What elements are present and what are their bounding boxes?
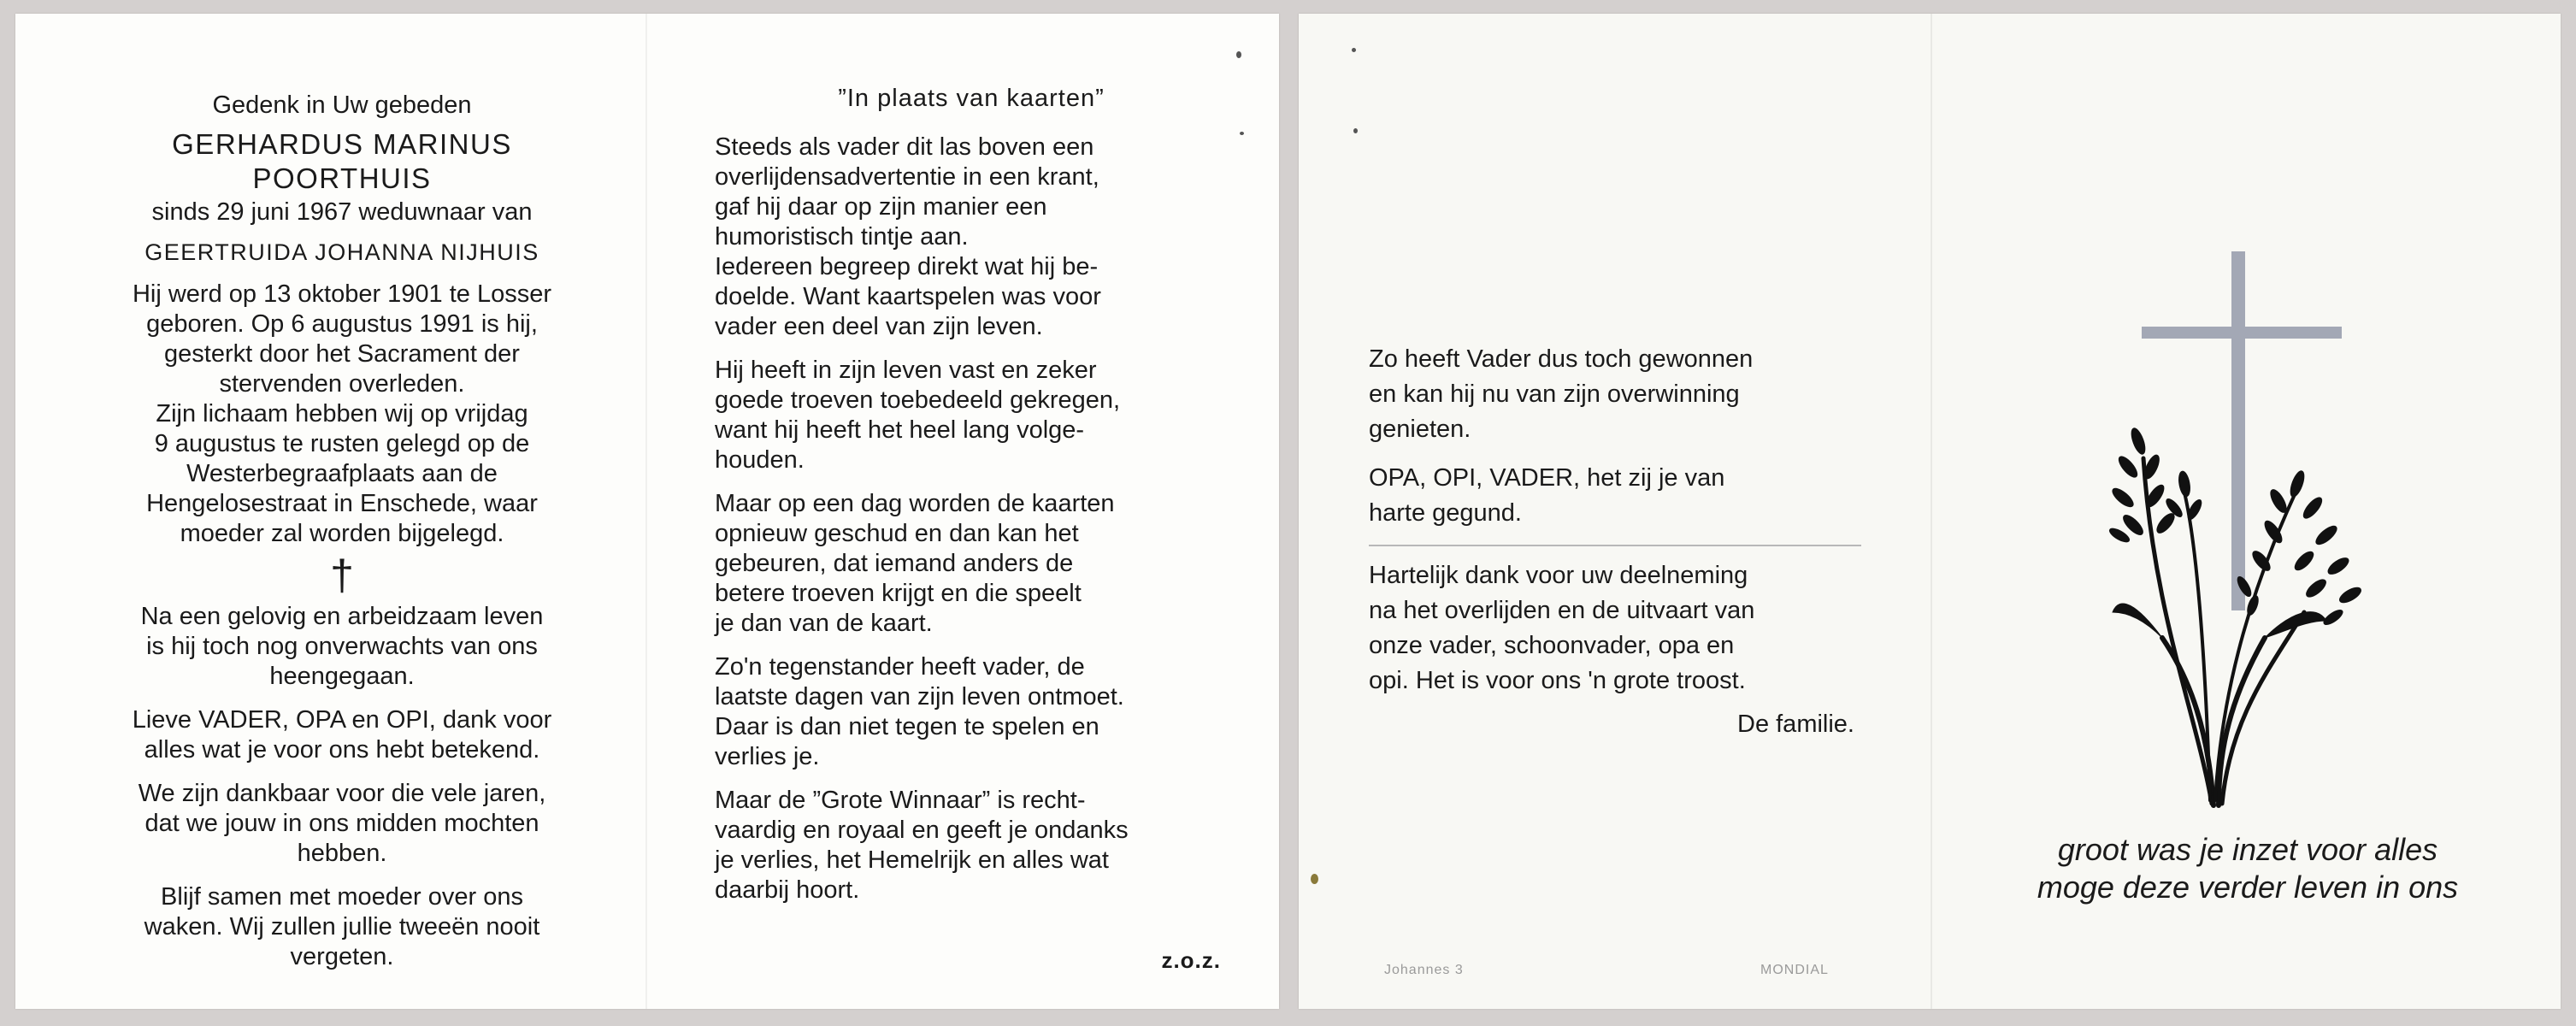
letter-line: doelde. Want kaartspelen was voor	[715, 283, 1101, 310]
thanks-line: en kan hij nu van zijn overwinning	[1369, 380, 1740, 408]
bio-line: stervenden overleden.	[219, 370, 465, 398]
closing-line: is hij toch nog onverwachts van ons	[146, 633, 538, 660]
letter-line: Maar de ”Grote Winnaar” is recht-	[715, 787, 1086, 814]
card-inside-spread	[15, 14, 1279, 1009]
closing-paragraph	[77, 705, 607, 765]
letter-line: Iedereen begreep direkt wat hij be-	[715, 253, 1099, 280]
letter-line: goede troeven toebedeeld gekregen,	[715, 386, 1121, 414]
paper-speck	[1353, 128, 1358, 133]
closing-line: Na een gelovig en arbeidzaam leven	[140, 603, 544, 630]
bio-line: Westerbegraafplaats aan de	[186, 460, 498, 487]
letter-line: gaf hij daar op zijn manier een	[715, 193, 1047, 221]
card-outside-spread	[1299, 14, 2561, 1009]
thanks-line: na het overlijden en de uitvaart van	[1369, 597, 1755, 624]
letter-line: betere troeven krijgt en die speelt	[715, 580, 1082, 607]
memorial-text	[77, 91, 607, 986]
letter-line: verlies je.	[715, 743, 820, 770]
thanks-line: genieten.	[1369, 416, 1471, 443]
printer-brand: MONDIAL	[1760, 963, 1829, 977]
widower-line: sinds 29 juni 1967 weduwnaar van	[151, 198, 533, 226]
bio-line: moeder zal worden bijgelegd.	[180, 520, 504, 547]
closing-line: We zijn dankbaar voor die vele jaren,	[138, 780, 546, 807]
bio-line: gesterkt door het Sacrament der	[164, 340, 520, 368]
thanks-line: OPA, OPI, VADER, het zij je van	[1369, 464, 1725, 492]
cross-icon: †	[330, 551, 354, 599]
letter-line: houden.	[715, 446, 805, 474]
bio-line: Hij werd op 13 oktober 1901 te Losser	[132, 280, 552, 308]
deceased-name-line1: GERHARDUS MARINUS	[172, 128, 512, 160]
closing-line: vergeten.	[290, 943, 394, 970]
thanks-paragraph	[1369, 342, 1861, 447]
letter-line: gebeuren, dat iemand anders de	[715, 550, 1074, 577]
paper-speck	[1240, 132, 1244, 135]
closing-line: heengegaan.	[269, 663, 415, 690]
thanks-page	[1299, 14, 1930, 1009]
family-signature: De familie.	[1737, 711, 1854, 738]
letter-line: overlijdensadvertentie in een krant,	[715, 163, 1099, 191]
thanks-line: Zo heeft Vader dus toch gewonnen	[1369, 345, 1754, 373]
cross-with-flowers-icon	[2102, 236, 2376, 817]
letter-line: opnieuw geschud en dan kan het	[715, 520, 1079, 547]
closing-paragraph	[77, 882, 607, 972]
memorial-page	[15, 14, 646, 1009]
letter-paragraph	[715, 133, 1228, 342]
turn-over-note: z.o.z.	[1161, 947, 1221, 973]
poem-line: moge deze verder leven in ons	[2037, 870, 2459, 905]
closing-paragraph	[77, 602, 607, 692]
letter-line: Hij heeft in zijn leven vast en zeker	[715, 357, 1097, 384]
letter-line: laatste dagen van zijn leven ontmoet.	[715, 683, 1124, 711]
thanks-paragraph	[1369, 558, 1861, 699]
letter-line: Steeds als vader dit las boven een	[715, 133, 1094, 161]
closing-line: Lieve VADER, OPA en OPI, dank voor	[132, 706, 552, 734]
letter-line: vader een deel van zijn leven.	[715, 313, 1043, 340]
letter-page	[646, 14, 1279, 1009]
cover-poem	[1931, 831, 2564, 906]
letter-paragraph	[715, 356, 1228, 475]
thanks-text	[1369, 342, 1861, 742]
bio-line: Hengelosestraat in Enschede, waar	[146, 490, 538, 517]
letter-line: je dan van de kaart.	[715, 610, 933, 637]
letter-line: daarbij hoort.	[715, 876, 860, 904]
letter-line: humoristisch tintje aan.	[715, 223, 969, 251]
closing-line: dat we jouw in ons midden mochten	[144, 810, 539, 837]
thanks-line: harte gegund.	[1369, 499, 1522, 527]
thanks-line: Hartelijk dank voor uw deelneming	[1369, 562, 1748, 589]
paper-speck	[1236, 51, 1241, 58]
bio-line: Zijn lichaam hebben wij op vrijdag	[156, 400, 528, 428]
letter-title: ”In plaats van kaarten”	[838, 85, 1105, 112]
bio-line: 9 augustus te rusten gelegd op de	[154, 430, 530, 457]
paper-speck	[1352, 48, 1356, 52]
letter-text	[715, 84, 1228, 919]
letter-paragraph	[715, 489, 1228, 639]
closing-line: hebben.	[297, 840, 387, 867]
printer-verse-code: Johannes 3	[1384, 963, 1464, 977]
thanks-paragraph	[1369, 461, 1861, 531]
closing-line: waken. Wij zullen jullie tweeën nooit	[144, 913, 540, 940]
closing-paragraph	[77, 779, 607, 869]
letter-line: want hij heeft het heel lang volge-	[715, 416, 1085, 444]
letter-paragraph	[715, 786, 1228, 905]
letter-line: Zo'n tegenstander heeft vader, de	[715, 653, 1085, 681]
letter-line: Maar op een dag worden de kaarten	[715, 490, 1115, 517]
biography	[77, 280, 607, 549]
thanks-line: opi. Het is voor ons 'n grote troost.	[1369, 667, 1746, 694]
letter-paragraph	[715, 652, 1228, 772]
poem-line: groot was je inzet voor alles	[2057, 832, 2438, 867]
memorial-intro: Gedenk in Uw gebeden	[212, 91, 472, 119]
closing-line: Blijf samen met moeder over ons	[161, 883, 523, 911]
letter-line: je verlies, het Hemelrijk en alles wat	[715, 846, 1109, 874]
paper-speck	[1311, 874, 1318, 884]
bio-line: geboren. Op 6 augustus 1991 is hij,	[146, 310, 538, 338]
divider-line	[1369, 545, 1861, 546]
thanks-line: onze vader, schoonvader, opa en	[1369, 632, 1735, 659]
deceased-name-line2: POORTHUIS	[252, 162, 432, 194]
letter-line: vaardig en royaal en geeft je ondanks	[715, 817, 1129, 844]
letter-line: Daar is dan niet tegen te spelen en	[715, 713, 1099, 740]
closing-line: alles wat je voor ons hebt betekend.	[144, 736, 540, 764]
spouse-name: GEERTRUIDA JOHANNA NIJHUIS	[144, 239, 539, 265]
